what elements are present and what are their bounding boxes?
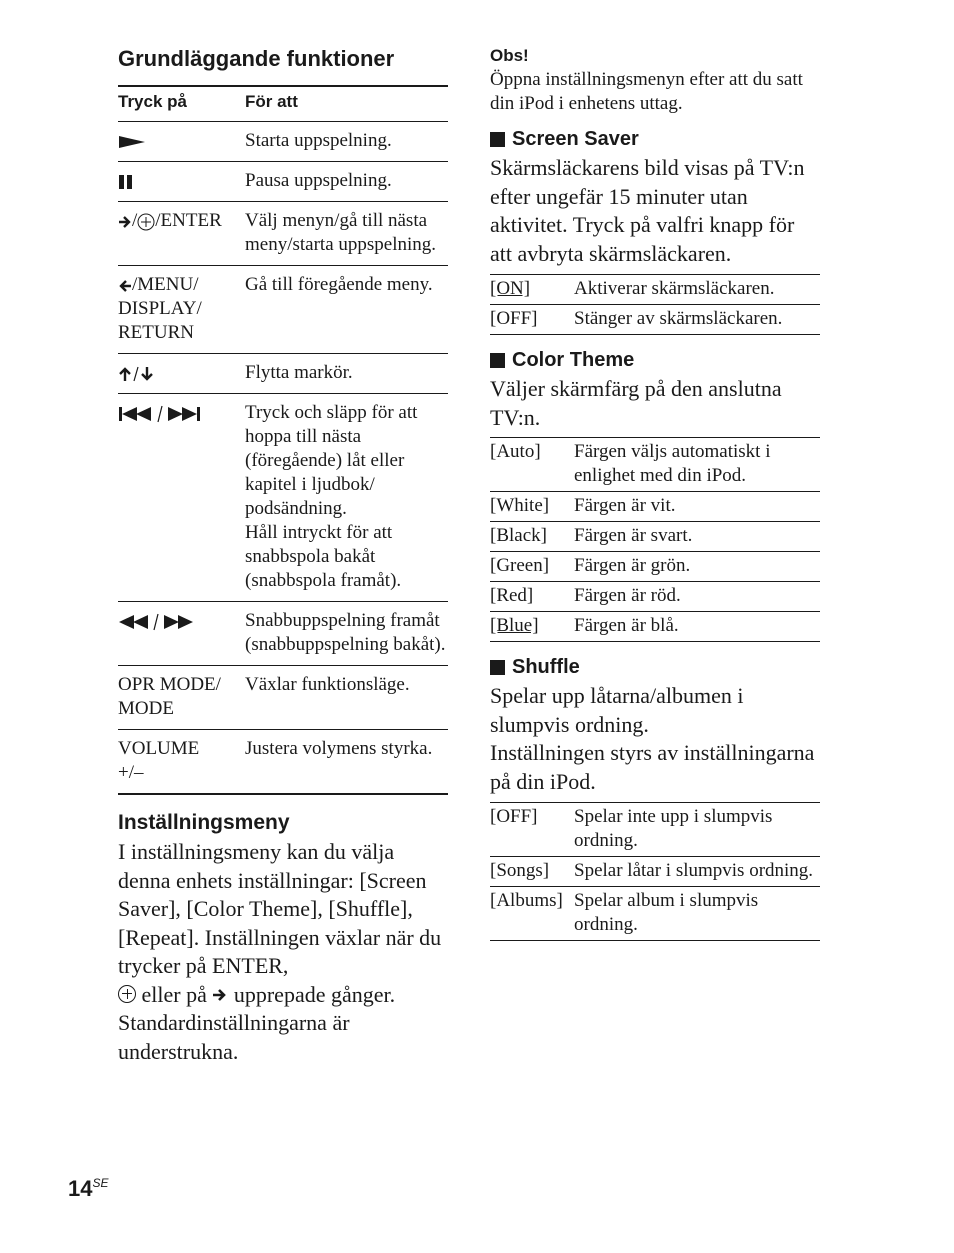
page-language-suffix: SE: [92, 1176, 109, 1190]
option-label: [Green]: [490, 552, 574, 582]
settings-text-part-2: eller på: [136, 981, 213, 1007]
square-bullet-icon: [490, 660, 505, 675]
option-row: [490, 612, 820, 642]
table-row: [118, 666, 448, 730]
option-description: Färgen är grön.: [574, 552, 820, 582]
section-heading-basic-functions: Grundläggande funktioner: [118, 46, 395, 71]
shuffle-title: Shuffle: [512, 656, 580, 678]
table-row: [118, 122, 448, 162]
option-label: [Black]: [490, 522, 574, 552]
option-row: [490, 803, 820, 857]
option-description: Stänger av skärmsläckaren.: [574, 305, 820, 335]
action-text: Pausa uppspelning.: [245, 162, 448, 202]
option-description: Spelar album i slumpvis ordning.: [574, 887, 820, 941]
table-row: [118, 354, 448, 394]
note-heading: Obs!: [490, 46, 529, 65]
table-row: [118, 602, 448, 666]
pause-icon: [118, 174, 134, 190]
action-text: Gå till föregående meny.: [245, 266, 448, 354]
option-row: [490, 305, 820, 335]
table-row: / /ENTER Välj menyn/gå till nästa meny/starta uppspelning.: [118, 202, 448, 266]
option-label: [Red]: [490, 582, 574, 612]
option-row: [490, 438, 820, 492]
action-text: Snabbuppspelning framåt (snabbuppspelning bakåt).: [245, 602, 448, 666]
play-icon: [118, 134, 146, 150]
page-number-value: 14: [68, 1176, 93, 1201]
color-theme-text: Väljer skärmfärg på den anslutna TV:n.: [490, 376, 782, 430]
option-description: Spelar inte upp i slumpvis ordning.: [574, 803, 820, 857]
option-description: Färgen är vit.: [574, 492, 820, 522]
screen-saver-options-table: [490, 274, 820, 335]
option-label: [OFF]: [490, 305, 574, 335]
subsection-heading-screen-saver: [490, 126, 820, 152]
square-bullet-icon: [490, 353, 505, 368]
option-row: [490, 492, 820, 522]
square-bullet-icon: [490, 132, 505, 147]
settings-paragraph: [118, 838, 448, 1066]
left-column: [118, 44, 448, 1066]
option-label: [Albums]: [490, 887, 574, 941]
section-heading-settings-menu: Inställningsmeny: [118, 811, 290, 834]
press-label: /MENU/ DISPLAY/ RETURN: [118, 274, 202, 343]
action-text: Växlar funktionsläge.: [245, 666, 448, 730]
option-row: [490, 857, 820, 887]
up-down-arrow-icon: [118, 366, 154, 382]
option-row: [490, 552, 820, 582]
screen-saver-text: Skärmsläckarens bild visas på TV:n efter ungefär 15 minuter utan aktivitet. Tryck på valfri knapp för att avbryta skärmsläckaren.: [490, 155, 805, 266]
page-number: [68, 1176, 109, 1202]
option-row: [490, 887, 820, 941]
right-column: [490, 44, 820, 941]
color-theme-options-table: [490, 437, 820, 642]
shuffle-text: Spelar upp låtarna/albumen i slumpvis ordning. Inställningen styrs av inställningarna på din iPod.: [490, 683, 815, 794]
subsection-heading-shuffle: [490, 654, 820, 680]
action-text: Flytta markör.: [245, 354, 448, 394]
option-description: Färgen är röd.: [574, 582, 820, 612]
screen-saver-title: Screen Saver: [512, 128, 639, 150]
option-label: [Auto]: [490, 438, 574, 492]
action-text: Justera volymens styrka.: [245, 730, 448, 795]
action-text: Välj menyn/gå till nästa meny/starta uppspelning.: [245, 202, 448, 266]
function-table: [118, 85, 448, 795]
right-arrow-icon: [118, 214, 132, 230]
left-arrow-icon: [118, 278, 132, 294]
table-row: [118, 162, 448, 202]
shuffle-options-table: [490, 802, 820, 941]
color-theme-title: Color Theme: [512, 349, 635, 371]
enter-circle-icon: [118, 985, 136, 1003]
right-arrow-icon: [212, 986, 228, 1004]
action-text: Starta uppspelning.: [245, 122, 448, 162]
option-label: [ON]: [490, 278, 531, 299]
enter-circle-icon: [137, 213, 155, 231]
option-label: [Songs]: [490, 857, 574, 887]
rewind-fastforward-icon: [118, 613, 196, 631]
settings-text-part-3: upprepade gånger. Standardinställningarna är understrukna.: [118, 981, 396, 1064]
option-description: Färgen väljs automatiskt i enlighet med din iPod.: [574, 438, 820, 492]
table-header-action: För att: [245, 86, 448, 122]
option-description: Spelar låtar i slumpvis ordning.: [574, 857, 820, 887]
option-description: Aktiverar skärmsläckaren.: [574, 275, 820, 305]
subsection-heading-color-theme: [490, 347, 820, 373]
option-label: [White]: [490, 492, 574, 522]
note-text: Öppna inställningsmenyn efter att du satt din iPod i enhetens uttag.: [490, 69, 803, 114]
option-description: Färgen är blå.: [574, 612, 820, 642]
table-row: [118, 730, 448, 795]
press-label: /ENTER: [155, 210, 222, 231]
table-header-press: Tryck på: [118, 86, 245, 122]
action-text: Tryck och släpp för att hoppa till nästa (föregående) låt eller kapitel i ljudbok/ podsändning. Håll intryckt för att snabbspola bakåt (snabbspola framåt).: [245, 394, 448, 602]
table-row: [118, 266, 448, 354]
option-description: Färgen är svart.: [574, 522, 820, 552]
option-label: [Blue]: [490, 615, 539, 636]
skip-prev-next-icon: [118, 405, 206, 423]
option-row: [490, 582, 820, 612]
press-label: VOLUME +/–: [118, 730, 245, 795]
option-row: [490, 522, 820, 552]
table-row: [118, 394, 448, 602]
option-row: [490, 275, 820, 305]
press-label: OPR MODE/ MODE: [118, 666, 245, 730]
settings-text-part-1: I inställningsmeny kan du välja denna enhets inställningar: [Screen Saver], [Color Theme], [Shuffle], [Repeat]. Inställningen växlar när du trycker på ENTER,: [118, 839, 442, 978]
option-label: [OFF]: [490, 803, 574, 857]
